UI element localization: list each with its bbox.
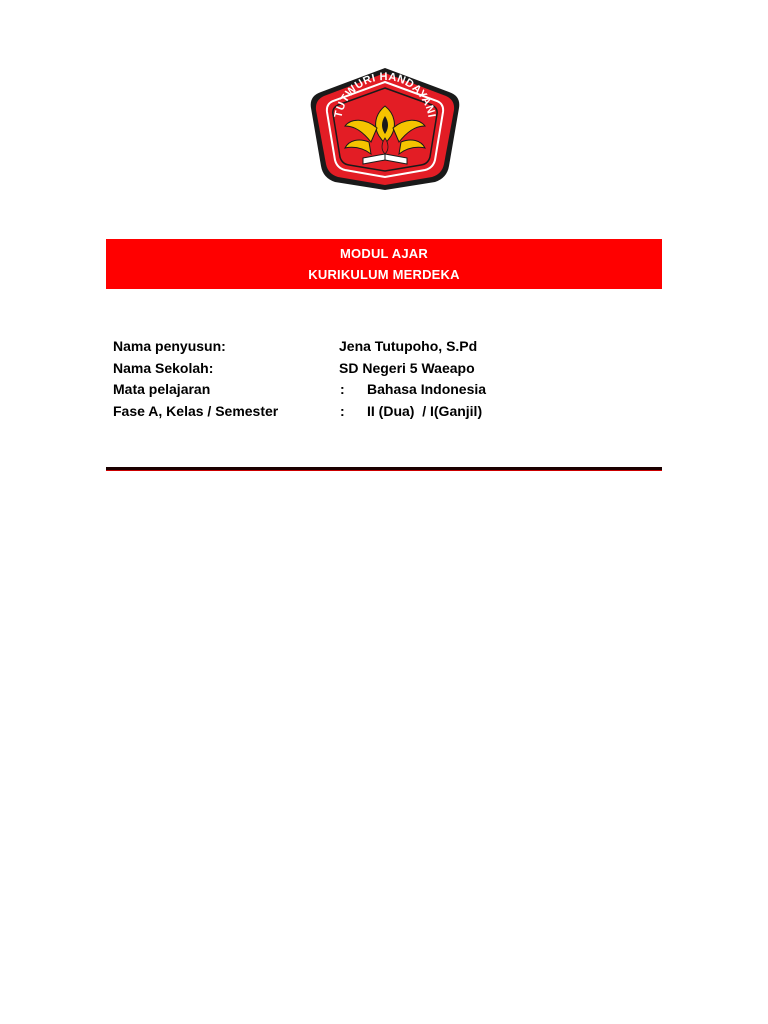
info-row-subject <box>113 379 633 401</box>
phase-value: II (Dua) / I(Ganjil) <box>367 402 483 419</box>
subject-colon: : <box>340 381 345 397</box>
school-logo <box>309 66 461 192</box>
phase-colon: : <box>340 402 345 419</box>
school-label: Nama Sekolah: <box>113 359 214 376</box>
document-subtitle: KURIKULUM MERDEKA <box>308 267 460 282</box>
document-info <box>113 336 633 422</box>
info-row-author <box>113 336 633 358</box>
subject-label: Mata pelajaran <box>113 381 211 397</box>
section-divider <box>106 467 662 471</box>
school-value: SD Negeri 5 Waeapo <box>339 359 475 376</box>
document-title: MODUL AJAR <box>340 246 428 261</box>
author-value: Jena Tutupoho, S.Pd <box>339 338 478 354</box>
author-label: Nama penyusun: <box>113 338 226 354</box>
tut-wuri-handayani-emblem-icon <box>309 66 461 192</box>
title-banner <box>106 239 662 289</box>
phase-label: Fase A, Kelas / Semester <box>113 402 279 419</box>
info-row-school <box>113 358 633 380</box>
info-row-phase <box>113 401 633 423</box>
subject-value: Bahasa Indonesia <box>367 381 487 397</box>
logo-motto-text: TUTWURI HANDAYANI <box>332 70 438 119</box>
